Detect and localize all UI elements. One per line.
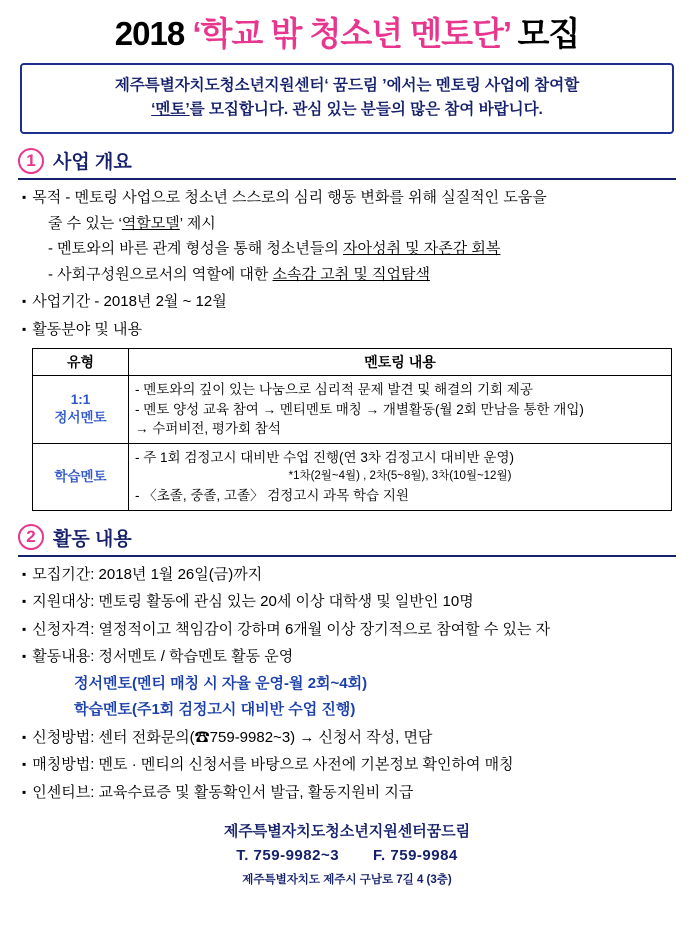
sub-emotional-mento: 정서멘토(멘티 매칭 시 자율 운영-월 2회~4회) (74, 674, 368, 692)
relationship-underline: 자아성취 및 자존감 회복 (343, 240, 501, 258)
square-bullet-icon: ▪ (22, 566, 27, 581)
intro-box (20, 63, 674, 134)
type-emotional-line2: 정서멘토 (54, 410, 107, 426)
table-header-row (33, 349, 672, 376)
mentoring-table (32, 348, 672, 510)
footer-fax: F. 759-9984 (373, 847, 458, 865)
type-emotional-line1: 1:1 (70, 392, 91, 408)
table-cell-type-emotional (33, 376, 129, 444)
section-1-number: 1 (18, 148, 44, 174)
relationship-pre: - 멘토와의 바른 관계 형성을 통해 청소년들의 (48, 240, 343, 258)
sub-study-mento: 학습멘토(주1회 검정고시 대비반 수업 진행) (74, 701, 356, 719)
bullet-social-role (48, 264, 680, 287)
bullet-incentive-text: 인센티브: 교육수료증 및 활동확인서 발급, 활동지원비 지급 (32, 783, 414, 801)
study-line-1: - 주 1회 검정고시 대비반 수업 진행(연 3차 검정고시 대비반 운영) (135, 449, 514, 465)
table-row (33, 443, 672, 510)
bullet-matching-method (22, 754, 680, 777)
bullet-matching-method-text: 매칭방법: 멘토 · 멘티의 신청서를 바탕으로 사전에 기본정보 확인하여 매칭 (32, 756, 514, 774)
bullet-qualification-text: 신청자격: 열정적이고 책임감이 강하며 6개월 이상 장기적으로 참여할 수 있는 자 (32, 620, 551, 638)
social-role-underline: 소속감 고취 및 직업탐색 (272, 265, 430, 283)
bullet-period-text: 사업기간 - 2018년 2월 ~ 12월 (32, 293, 227, 311)
poster-page (0, 8, 694, 931)
emotional-line-2: - 멘토 양성 교육 참여 → 멘티멘토 매칭 → 개별활동(월 2회 만남을 통한 개입) (135, 401, 584, 417)
bullet-incentive (22, 782, 680, 805)
section-2-rule (18, 555, 676, 557)
type-study-line1: 학습멘토 (54, 468, 107, 484)
section-2-title: 활동 내용 (53, 528, 132, 550)
bullet-recruit-period (22, 564, 680, 587)
section-1-title: 사업 개요 (53, 152, 132, 174)
square-bullet-icon: ▪ (22, 190, 27, 205)
intro-line-1: 제주특별자치도청소년지원센터‘ 꿈드림 ’에서는 멘토링 사업에 참여할 (114, 77, 580, 94)
bullet-eligibility-text: 지원대상: 멘토링 활동에 관심 있는 20세 이상 대학생 및 일반인 10명 (32, 593, 474, 611)
bullet-apply-method-text: 신청방법: 센터 전화문의(☎759-9982~3) → 신청서 작성, 면담 (32, 728, 433, 746)
table-header-content: 멘토링 내용 (129, 349, 672, 376)
square-bullet-icon: ▪ (22, 621, 27, 636)
bullet-period (22, 291, 680, 314)
section-2-number: 2 (18, 524, 44, 550)
bullet-relationship (48, 238, 680, 261)
section-2-header (18, 524, 680, 551)
square-bullet-icon: ▪ (22, 594, 27, 609)
title-year: 2018 (114, 15, 185, 52)
table-row (33, 376, 672, 444)
table-cell-content-emotional (129, 376, 672, 444)
table-cell-content-study (129, 443, 672, 510)
emotional-line-3: → 수퍼비전, 평가회 참석 (135, 421, 281, 437)
bullet-recruit-period-text: 모집기간: 2018년 1월 26일(금)까지 (32, 565, 263, 583)
bullet-activity-content (22, 646, 680, 669)
title-suffix: 모집 (517, 15, 580, 52)
page-title (14, 8, 680, 55)
square-bullet-icon: ▪ (22, 784, 27, 799)
square-bullet-icon: ▪ (22, 294, 27, 309)
square-bullet-icon: ▪ (22, 757, 27, 772)
square-bullet-icon: ▪ (22, 649, 27, 664)
bullet-purpose-line2 (48, 213, 680, 236)
section-1-header (18, 147, 680, 174)
intro-line-2 (32, 98, 662, 122)
square-bullet-icon: ▪ (22, 729, 27, 744)
purpose-post: ’ 제시 (179, 214, 216, 232)
intro-mento-emphasis: ‘멘토’ (151, 101, 190, 119)
intro-line-2-rest: 를 모집합니다. 관심 있는 분들의 많은 참여 바랍니다. (189, 101, 543, 119)
bullet-eligibility (22, 591, 680, 614)
title-quoted: ‘학교 밖 청소년 멘토단’ (192, 15, 511, 52)
bullet-purpose (22, 187, 680, 210)
study-line-2: - 〈초졸, 중졸, 고졸〉 검정고시 과목 학습 지원 (135, 487, 409, 503)
bullet-apply-method (22, 727, 680, 750)
footer-organization: 제주특별자치도청소년지원센터꿈드림 (223, 823, 471, 841)
purpose-pre: 줄 수 있는 ‘ (48, 214, 122, 232)
purpose-role-model: 역할모델 (121, 214, 180, 232)
bullet-purpose-text: 목적 - 멘토링 사업으로 청소년 스스로의 심리 행동 변화를 위해 실질적인 도움을 (32, 189, 547, 207)
square-bullet-icon: ▪ (22, 321, 27, 336)
bullet-activity-field (22, 319, 680, 342)
emotional-line-1: - 멘토와의 깊이 있는 나눔으로 심리적 문제 발견 및 해결의 기회 제공 (135, 382, 533, 398)
footer-contact (14, 847, 680, 864)
bullet-qualification (22, 619, 680, 642)
footer-tel: T. 759-9982~3 (236, 847, 340, 865)
bullet-activity-field-text: 활동분야 및 내용 (32, 320, 143, 338)
table-cell-type-study (33, 443, 129, 510)
bullet-activity-content-text: 활동내용: 정서멘토 / 학습멘토 활동 운영 (32, 648, 294, 666)
table-header-type: 유형 (33, 349, 129, 376)
footer-address: 제주특별자치도 제주시 구남로 7길 4 (3층) (242, 874, 452, 887)
study-note: *1차(2월~4월) , 2차(5~8월), 3차(10월~12월) (288, 470, 512, 483)
social-role-pre: - 사회구성원으로서의 역할에 대한 (48, 265, 273, 283)
section-1-rule (18, 178, 676, 180)
footer (14, 820, 680, 887)
